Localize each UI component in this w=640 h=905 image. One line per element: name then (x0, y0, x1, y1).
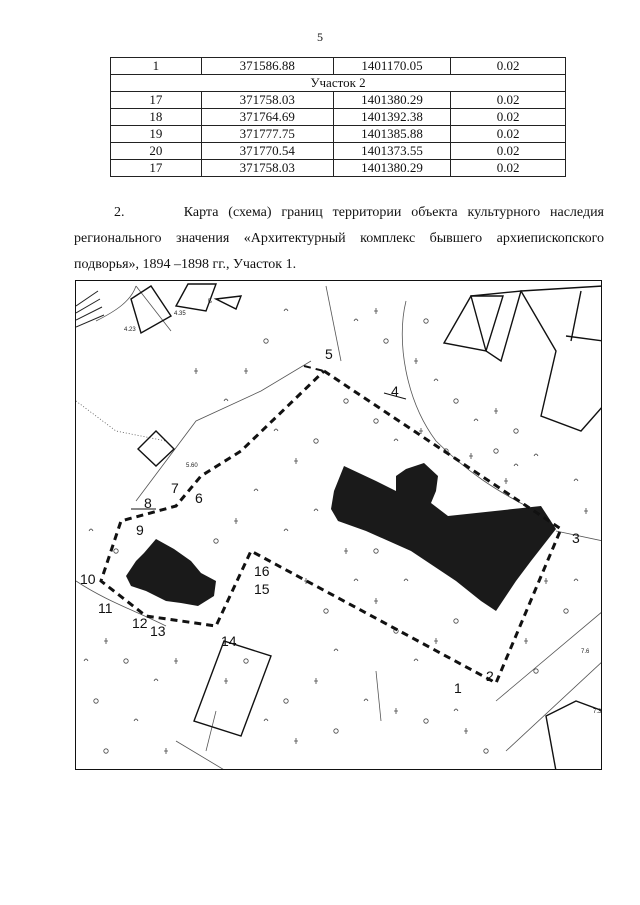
shrub-symbol (454, 709, 458, 711)
shrub-symbol (514, 464, 518, 466)
plant-symbol (494, 408, 498, 414)
tree-symbol (114, 549, 118, 553)
tree-symbol (344, 399, 348, 403)
y-coordinate-cell: 1401380.29 (333, 160, 450, 177)
table-row (111, 160, 566, 177)
plant-symbol (584, 508, 588, 514)
shrub-symbol (404, 579, 408, 581)
plant-symbol (294, 458, 298, 464)
caption-text: Карта (схема) границ территории объекта культурного наследия регионального значения «Архитектурный комплекс бывшего архиепископского подворья», 1894 –1898 гг., Участок 1. (74, 205, 605, 272)
shrub-symbol (274, 429, 278, 431)
table-row (111, 143, 566, 160)
tree-symbol (314, 439, 318, 443)
point-label-11: 11 (98, 600, 113, 616)
tree-symbol (454, 399, 458, 403)
point-label-14: 14 (221, 633, 237, 649)
tree-symbol (264, 339, 268, 343)
x-coordinate-cell: 371764.69 (201, 109, 333, 126)
boundary-map (75, 280, 602, 770)
tree-symbol (94, 699, 98, 703)
tree-symbol (124, 659, 128, 663)
point-label-15: 15 (254, 581, 270, 597)
map-caption (74, 200, 604, 278)
x-coordinate-cell: 371777.75 (201, 126, 333, 143)
shrub-symbol (84, 659, 88, 661)
shrub-symbol (284, 529, 288, 531)
tree-symbol (214, 539, 218, 543)
tree-symbol (384, 339, 388, 343)
plant-symbol (464, 728, 468, 734)
map-small-label: 7.3 (593, 709, 602, 715)
tree-symbol (244, 659, 248, 663)
map-small-label: 4.35 (174, 311, 186, 317)
plant-symbol (414, 358, 418, 364)
tree-symbol (564, 609, 568, 613)
shrub-symbol (574, 579, 578, 581)
page-number: 5 (317, 30, 323, 44)
plant-symbol (194, 368, 198, 374)
accuracy-cell: 0.02 (451, 143, 566, 160)
tree-symbol (514, 429, 518, 433)
shrub-symbol (574, 479, 578, 481)
section-label: Участок 2 (111, 75, 566, 92)
plant-symbol (544, 578, 548, 584)
table-row (111, 58, 566, 75)
point-label-10: 10 (80, 571, 96, 587)
plant-symbol (374, 598, 378, 604)
table-section-row (111, 75, 566, 92)
shrub-symbol (434, 379, 438, 381)
point-label-8: 8 (144, 495, 152, 511)
boundary-map-drawing (76, 281, 602, 770)
accuracy-cell: 0.02 (451, 109, 566, 126)
shrub-symbol (284, 309, 288, 311)
shrub-symbol (394, 439, 398, 441)
tree-symbol (374, 419, 378, 423)
map-small-label: Б (208, 299, 212, 305)
shrub-symbol (354, 579, 358, 581)
accuracy-cell: 0.02 (451, 160, 566, 177)
table-row (111, 126, 566, 143)
shrub-symbol (134, 719, 138, 721)
point-number-cell: 17 (111, 160, 202, 177)
y-coordinate-cell: 1401385.88 (333, 126, 450, 143)
shrub-symbol (264, 719, 268, 721)
plant-symbol (224, 678, 228, 684)
shrub-symbol (534, 454, 538, 456)
x-coordinate-cell: 371758.03 (201, 92, 333, 109)
plant-symbol (234, 518, 238, 524)
table-row (111, 109, 566, 126)
shrub-symbol (364, 699, 368, 701)
x-coordinate-cell: 371770.54 (201, 143, 333, 160)
point-label-5: 5 (325, 346, 333, 362)
plant-symbol (314, 678, 318, 684)
point-number-cell: 18 (111, 109, 202, 126)
point-label-16: 16 (254, 563, 270, 579)
shrub-symbol (89, 529, 93, 531)
map-small-label: 5.60 (186, 463, 198, 469)
point-label-13: 13 (150, 623, 166, 639)
caption-number: 2. (114, 205, 125, 220)
y-coordinate-cell: 1401380.29 (333, 92, 450, 109)
tree-symbol (424, 319, 428, 323)
y-coordinate-cell: 1401373.55 (333, 143, 450, 160)
point-number-cell: 17 (111, 92, 202, 109)
point-label-6: 6 (195, 490, 203, 506)
x-coordinate-cell: 371758.03 (201, 160, 333, 177)
shrub-symbol (154, 679, 158, 681)
cultural-heritage-buildings (126, 463, 556, 611)
point-number-cell: 1 (111, 58, 202, 75)
plant-symbol (374, 308, 378, 314)
plant-symbol (524, 638, 528, 644)
point-label-7: 7 (171, 480, 179, 496)
point-number-cell: 20 (111, 143, 202, 160)
plant-symbol (394, 708, 398, 714)
point-label-4: 4 (391, 383, 399, 399)
tree-symbol (334, 729, 338, 733)
point-label-1: 1 (454, 680, 462, 696)
tree-symbol (104, 749, 108, 753)
plant-symbol (164, 748, 168, 754)
shrub-symbol (224, 399, 228, 401)
x-coordinate-cell: 371586.88 (201, 58, 333, 75)
accuracy-cell: 0.02 (451, 58, 566, 75)
shrub-symbol (414, 659, 418, 661)
shrub-symbol (354, 319, 358, 321)
shrub-symbol (334, 649, 338, 651)
plant-symbol (294, 738, 298, 744)
tree-symbol (374, 549, 378, 553)
plant-symbol (344, 548, 348, 554)
tree-symbol (454, 619, 458, 623)
plant-symbol (174, 658, 178, 664)
y-coordinate-cell: 1401392.38 (333, 109, 450, 126)
tree-symbol (534, 669, 538, 673)
point-number-cell: 19 (111, 126, 202, 143)
map-small-label: 7.6 (581, 649, 590, 655)
hatched-area (76, 291, 104, 327)
shrub-symbol (314, 509, 318, 511)
tree-symbol (284, 699, 288, 703)
accuracy-cell: 0.02 (451, 92, 566, 109)
plant-symbol (434, 638, 438, 644)
tree-symbol (324, 609, 328, 613)
tree-symbol (484, 749, 488, 753)
coordinates-table (110, 57, 566, 177)
accuracy-cell: 0.02 (451, 126, 566, 143)
plant-symbol (469, 453, 473, 459)
shrub-symbol (474, 419, 478, 421)
point-label-12: 12 (132, 615, 148, 631)
tree-symbol (424, 719, 428, 723)
tree-symbol (494, 449, 498, 453)
y-coordinate-cell: 1401170.05 (333, 58, 450, 75)
point-label-9: 9 (136, 522, 144, 538)
point-label-3: 3 (572, 530, 580, 546)
map-small-label: 4.23 (124, 327, 136, 333)
plant-symbol (504, 478, 508, 484)
shrub-symbol (254, 489, 258, 491)
table-row (111, 92, 566, 109)
plant-symbol (104, 638, 108, 644)
plant-symbol (244, 368, 248, 374)
point-label-2: 2 (486, 668, 494, 684)
